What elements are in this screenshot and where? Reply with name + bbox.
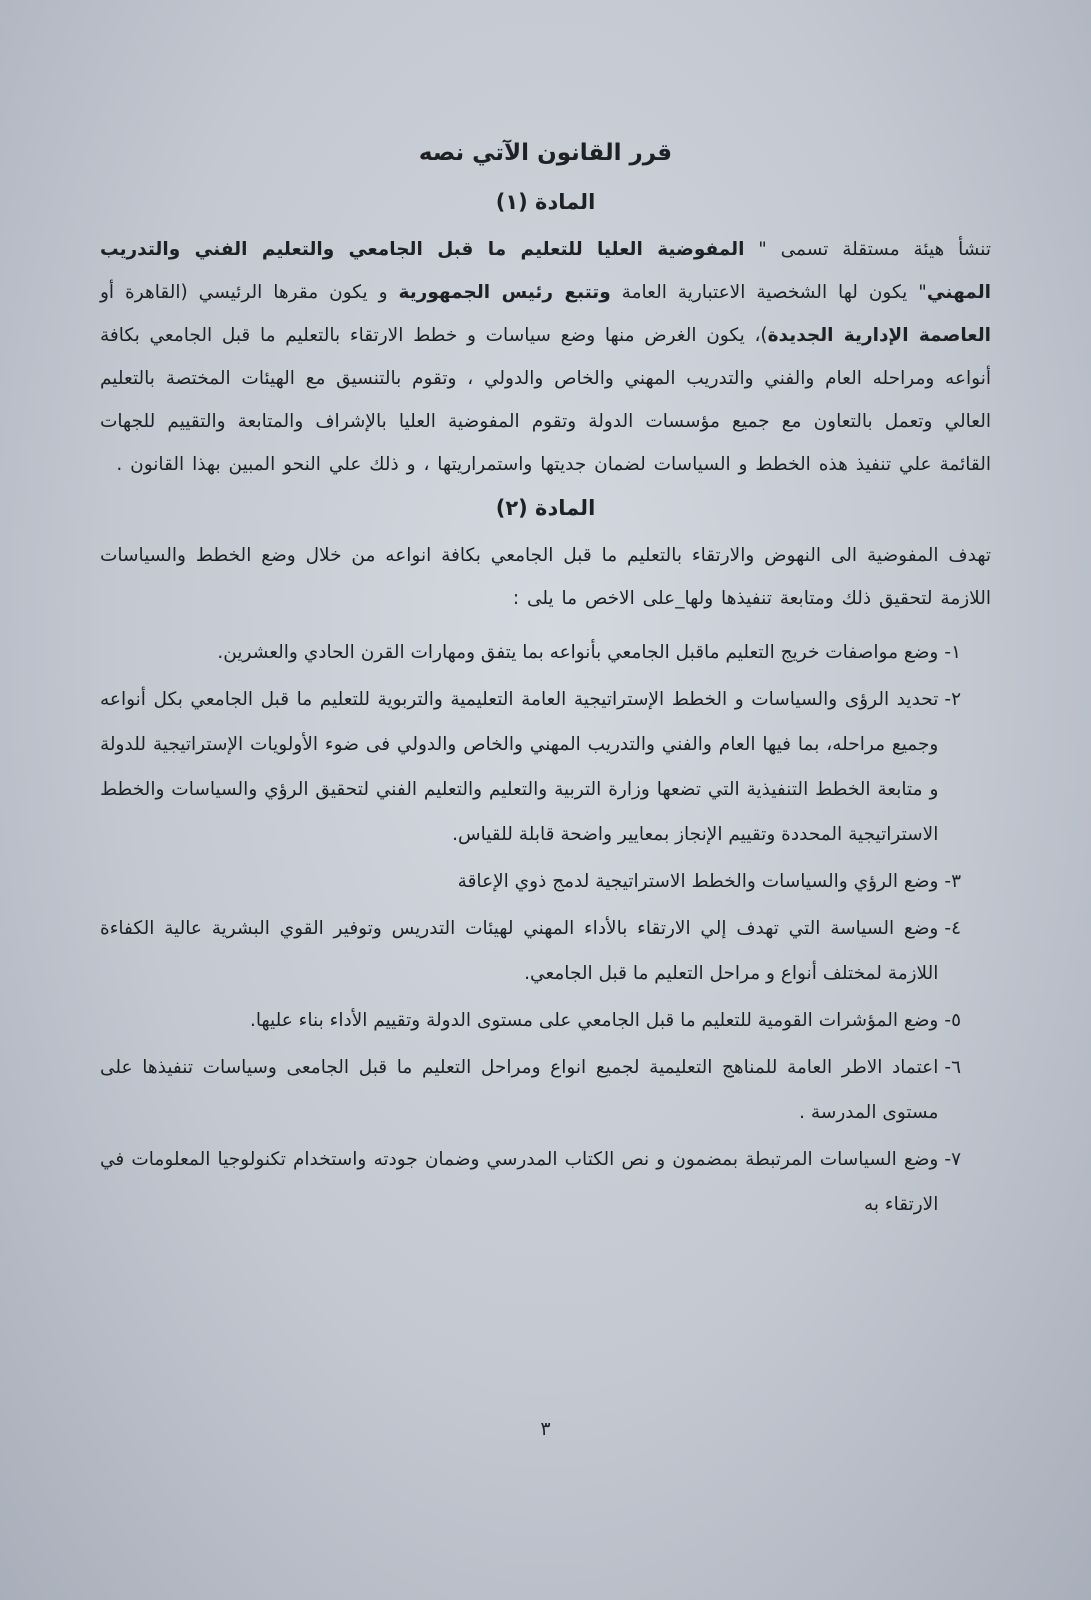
article-2-list: [100, 630, 961, 1227]
list-item: [100, 1045, 961, 1135]
article-2-heading: المادة (٢): [495, 496, 596, 520]
article-1-text-4: )، يكون الغرض منها وضع سياسات و خطط الارتقاء بالتعليم ما قبل الجامعي بكافة أنواعه ومراحله العام والفني والتدريب المهني والخاص والدولي ، وتقوم بالتنسيق مع الهيئات المختصة بالتعليم العالي وتعمل بالتعاون مع جميع مؤسسات الدولة وتقوم المفوضية العليا بالإشراف والمتابعة والتقييم للجهات القائمة علي تنفيذ هذه الخطط و السياسات لضمان جديتها واستمراريتها ، و ذلك علي النحو المبين بهذا القانون .: [100, 325, 991, 475]
list-item: [100, 859, 961, 904]
list-item-number: ٥-: [944, 1010, 961, 1031]
list-item-text: اعتماد الاطر العامة للمناهج التعليمية لجميع انواع ومراحل التعليم ما قبل الجامعى وسياسات تنفيذها على مستوى المدرسة .: [100, 1057, 939, 1123]
article-2: [100, 496, 991, 1227]
list-item-text: تحديد الرؤى والسياسات و الخطط الإستراتيجية العامة التعليمية والتربوية للتعليم ما قبل الجامعي بكل أنواعه وجميع مراحله، بما فيها العام والفني والتدريب المهني والخاص والدولي فى ضوء الأولويات الإستراتيجية للدولة و متابعة الخطط التنفيذية التي تضعها وزارة التربية والتعليم والتعليم الفني لتحقيق الرؤي والسياسات والخطط الاستراتيجية المحددة وتقييم الإنجاز بمعايير واضحة قابلة للقياس.: [100, 689, 939, 845]
list-item-text: وضع المؤشرات القومية للتعليم ما قبل الجامعي على مستوى الدولة وتقييم الأداء بناء عليها.: [250, 1010, 939, 1031]
list-item-text: وضع الرؤي والسياسات والخطط الاستراتيجية لدمج ذوي الإعاقة: [457, 871, 939, 892]
decree-title: قرر القانون الآتي نصه: [418, 140, 673, 166]
list-item-number: ٣-: [944, 871, 961, 892]
list-item: [100, 998, 961, 1043]
list-item-number: ٤-: [944, 918, 961, 939]
article-1-text-1: تنشأ هيئة مستقلة تسمى ": [744, 239, 991, 260]
commission-name: المفوضية العليا للتعليم ما قبل الجامعي والتعليم الفني والتدريب المهني: [100, 239, 991, 303]
article-1-heading: المادة (١): [495, 190, 596, 214]
article-2-intro: تهدف المفوضية الى النهوض والارتقاء بالتعليم ما قبل الجامعي بكافة انواعه من خلال وضع الخطط والسياسات اللازمة لتحقيق ذلك ومتابعة تنفيذها ولها_على الاخص ما يلى :: [100, 545, 991, 609]
list-item-text: وضع السياسة التي تهدف إلي الارتقاء بالأداء المهني لهيئات التدريس وتوفير القوي البشرية عالية الكفاءة اللازمة لمختلف أنواع و مراحل التعليم ما قبل الجامعي.: [100, 918, 939, 984]
article-1-text-2: " يكون لها الشخصية الاعتبارية العامة: [610, 282, 927, 303]
affiliation: وتتبع رئيس الجمهورية: [398, 282, 611, 303]
page-number: ٣: [540, 1418, 551, 1440]
list-item-text: وضع مواصفات خريج التعليم ماقبل الجامعي بأنواعه بما يتفق ومهارات القرن الحادي والعشرين.: [217, 642, 939, 663]
list-item-number: ٢-: [944, 689, 961, 710]
list-item: [100, 1137, 961, 1227]
list-item: [100, 677, 961, 857]
list-item-number: ١-: [944, 642, 961, 663]
article-1: [100, 190, 991, 486]
list-item-number: ٦-: [944, 1057, 961, 1078]
list-item: [100, 630, 961, 675]
article-1-body: [100, 228, 991, 486]
list-item: [100, 906, 961, 996]
list-item-text: وضع السياسات المرتبطة بمضمون و نص الكتاب المدرسي وضمان جودته واستخدام تكنولوجيا المعلومات في الارتقاء به: [100, 1149, 939, 1215]
headquarters: العاصمة الإدارية الجديدة: [767, 325, 992, 346]
article-1-text-3: و يكون مقرها الرئيسي (القاهرة أو: [100, 282, 399, 303]
list-item-number: ٧-: [944, 1149, 961, 1170]
